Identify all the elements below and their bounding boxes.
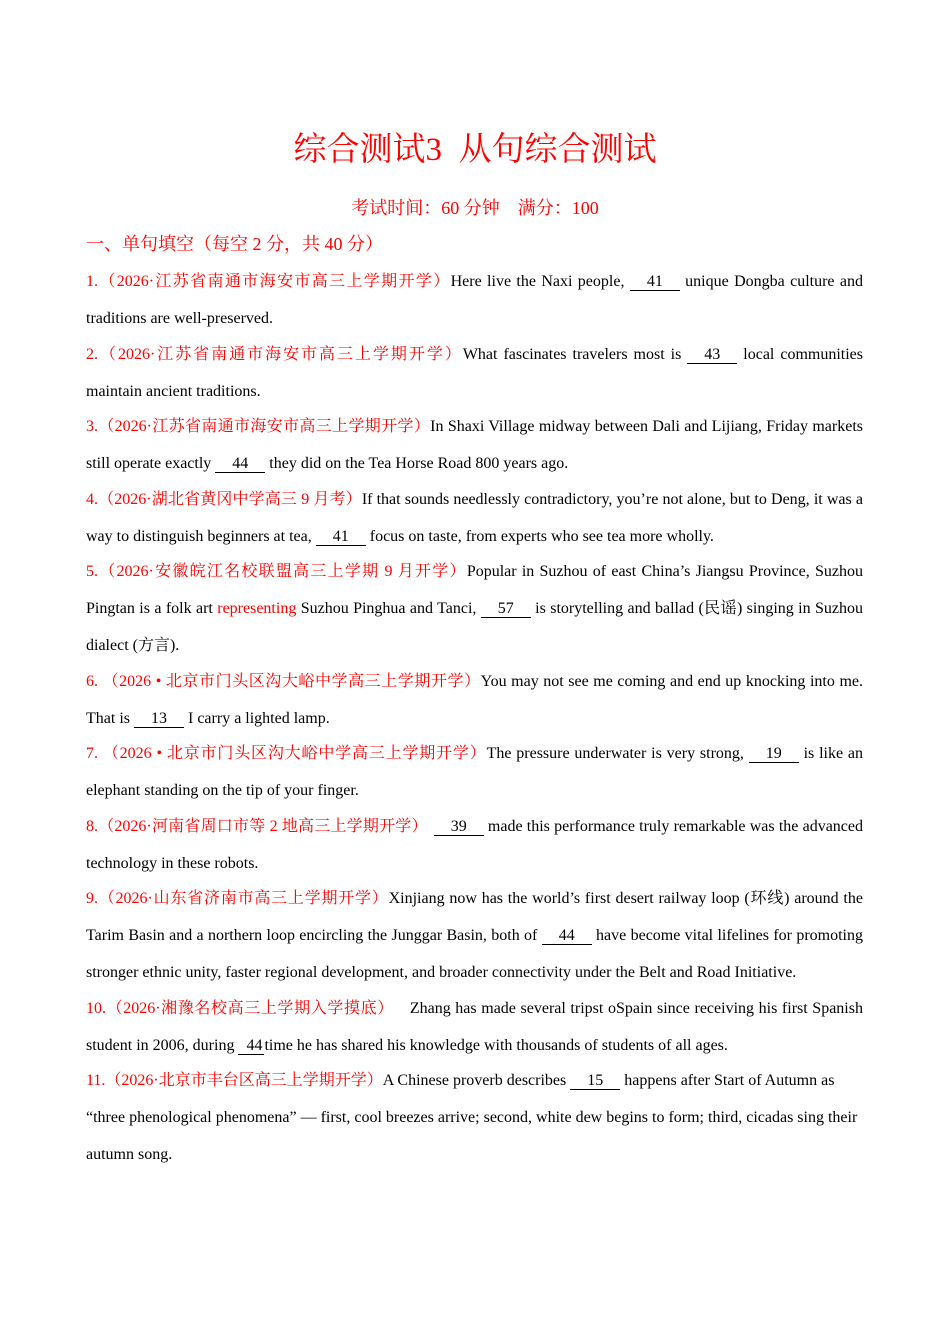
question-source: （2026 • 北京市门头区沟大峪中学高三上学期开学） (98, 672, 481, 690)
question-number: 6. (86, 672, 98, 690)
question-item (86, 990, 863, 1064)
question-text-before: Xinjiang now has the world’s first desert railway loop (环线) around the Tarim Basin and a northern loop encircling the Junggar Basin, both of (86, 890, 863, 944)
question-text-after: have become vital lifelines for promoting stronger ethnic unity, faster regional development, and broader connectivity under the Belt and Road Initiative. (86, 927, 863, 981)
question-item (86, 880, 863, 991)
question-source: （2026·江苏省南通市海安市高三上学期开学） (98, 273, 451, 290)
question-text-before: The pressure underwater is very strong, (486, 745, 749, 762)
question-item (86, 481, 863, 555)
question-text-after: local communities maintain ancient traditions. (86, 345, 863, 400)
question-number: 1. (86, 273, 98, 290)
question-text-after: is storytelling and ballad (民谣) singing in Suzhou dialect (方言). (86, 600, 863, 654)
question-text-before: Popular in Suzhou of east China’s Jiangsu Province, Suzhou Pingtan is a folk art (86, 563, 863, 617)
question-number: 2. (86, 345, 98, 363)
answer-blank: 39 (434, 818, 484, 836)
answer-blank: 44 (238, 1037, 264, 1055)
question-text-before: If that sounds needlessly contradictory, you’re not alone, but to Deng, it was a way to distinguish beginners at tea, (86, 490, 863, 545)
question-number: 7. (86, 745, 98, 762)
question-text-after: made this performance truly remarkable was the advanced technology in these robots. (86, 817, 863, 872)
question-item (86, 408, 863, 482)
question-number: 5. (86, 563, 98, 580)
answer-blank: 19 (749, 745, 799, 763)
question-item (86, 553, 863, 664)
question-text-after: time he has shared his knowledge with thousands of students of all ages. (264, 1036, 728, 1054)
question-source: （2026·湘豫名校高三上学期入学摸底） (106, 999, 394, 1017)
section-heading: 一、单句填空（每空 2 分，共 40 分） (86, 234, 383, 254)
question-text-after: I carry a lighted lamp. (184, 709, 330, 727)
answer-blank: 15 (570, 1072, 620, 1090)
question-number: 9. (86, 890, 98, 907)
question-item (86, 336, 863, 410)
question-source: （2026·北京市丰台区高三上学期开学） (105, 1072, 383, 1089)
question-text-before-blank: Suzhou Pinghua and Tanci, (296, 600, 481, 617)
answer-blank: 41 (316, 528, 366, 546)
question-number: 4. (86, 490, 98, 508)
highlighted-word: representing (217, 600, 297, 617)
answer-blank: 44 (542, 927, 592, 945)
answer-blank: 57 (481, 600, 531, 618)
question-text-before: In Shaxi Village midway between Dali and Lijiang, Friday markets still operate exactly (86, 418, 863, 472)
answer-blank: 43 (687, 346, 737, 364)
question-number: 10. (86, 999, 106, 1017)
question-text-after: is like an elephant standing on the tip of your finger. (86, 745, 864, 799)
answer-blank: 13 (134, 710, 184, 728)
answer-blank: 44 (215, 455, 265, 473)
question-text-before: You may not see me coming and end up knocking into me. That is (86, 672, 863, 727)
question-number: 3. (86, 418, 98, 435)
answer-blank: 41 (630, 273, 680, 291)
question-source: （2026·江苏省南通市海安市高三上学期开学） (98, 345, 463, 363)
question-list (86, 263, 863, 1172)
question-text-after: unique Dongba culture and traditions are well-preserved. (86, 273, 863, 327)
question-source: （2026·河南省周口市等 2 地高三上学期开学） (98, 817, 428, 835)
question-item (86, 735, 863, 809)
page-title: 综合测试3 从句综合测试 (293, 132, 657, 168)
question-text-before: A Chinese proverb describes (382, 1072, 571, 1089)
question-source: （2026·湖北省黄冈中学高三 9 月考） (98, 490, 362, 508)
question-source: （2026·山东省济南市高三上学期开学） (98, 890, 389, 907)
question-text-after: they did on the Tea Horse Road 800 years ago. (265, 455, 569, 472)
question-item (86, 1062, 863, 1173)
question-text-before: What fascinates travelers most is (462, 345, 688, 363)
question-number: 11. (86, 1072, 106, 1089)
question-text-before: Zhang has made several tripst oSpain since receiving his first Spanish student in 2006, during (86, 999, 863, 1054)
question-item (86, 808, 863, 882)
question-number: 8. (86, 817, 98, 835)
question-source: （2026 • 北京市门头区沟大峪中学高三上学期开学） (98, 745, 487, 762)
question-text-before: Here live the Naxi people, (450, 273, 630, 290)
exam-info: 考试时间：60 分钟 满分：100 (351, 198, 599, 218)
question-source: （2026·安徽皖江名校联盟高三上学期 9 月开学） (98, 563, 467, 580)
question-source: （2026·江苏省南通市海安市高三上学期开学） (98, 418, 431, 435)
question-text-after: focus on taste, from experts who see tea more wholly. (365, 527, 714, 545)
question-item (86, 663, 863, 737)
question-text-after: happens after Start of Autumn as “three phenological phenomena” — first, cool breezes arrive; second, white dew begins to form; third, cicadas sing their autumn song. (86, 1072, 858, 1163)
question-item (86, 263, 863, 337)
